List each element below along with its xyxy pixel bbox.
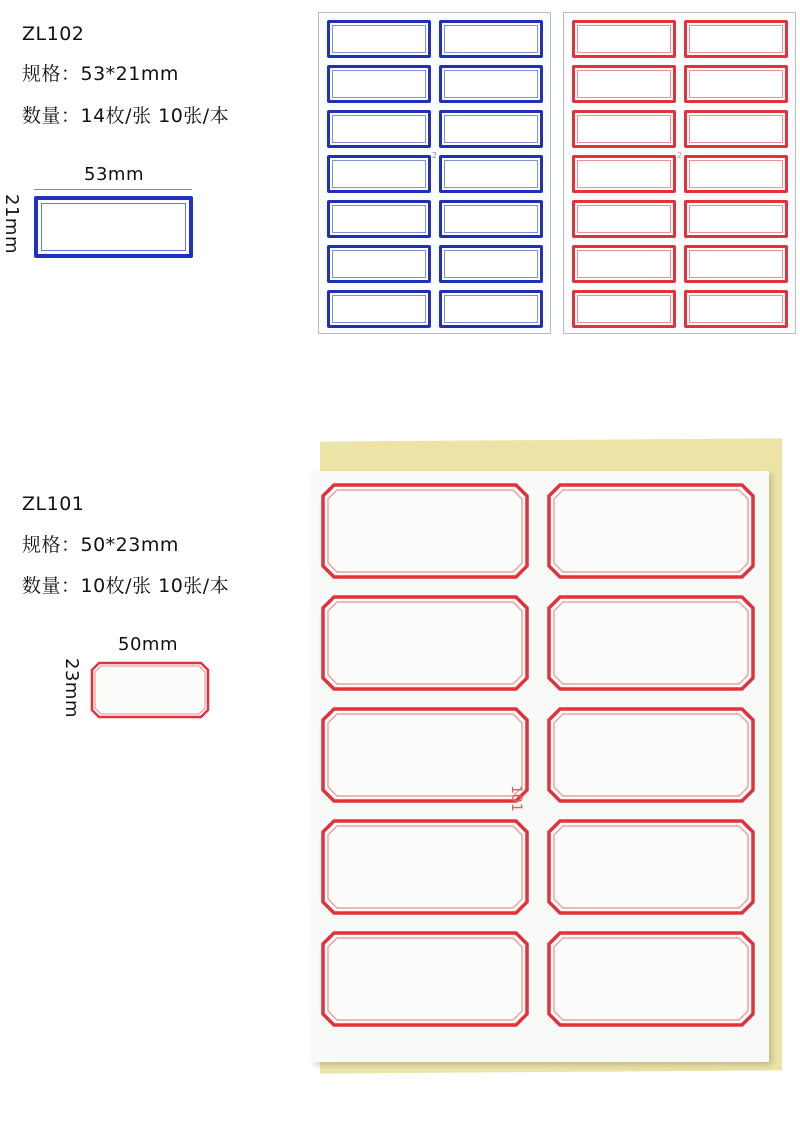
sheet-code: 101 [508, 785, 524, 812]
blank-label [684, 245, 788, 283]
blank-label [439, 290, 543, 328]
blank-label [327, 65, 431, 103]
blank-label [684, 110, 788, 148]
zl101-quantity: 数量：10枚/张 10张/本 [22, 575, 230, 597]
zl102-red-sheet [563, 12, 796, 334]
zl102-quantity: 数量：14枚/张 10张/本 [22, 105, 230, 127]
blank-label [320, 930, 530, 1028]
zl102-sample-label [34, 196, 193, 258]
blank-label [327, 110, 431, 148]
blank-label [327, 155, 431, 193]
blank-label [572, 65, 676, 103]
zl102-blue-sheet [318, 12, 551, 334]
zl101-sample-label [90, 661, 210, 719]
blank-label [546, 706, 756, 804]
sheet-mark: 2 [677, 151, 683, 160]
zl102-blue-label-grid [327, 20, 543, 328]
blank-label [572, 110, 676, 148]
zl102-height-label: 21mm [1, 194, 22, 254]
blank-label [546, 482, 756, 580]
blank-label [327, 290, 431, 328]
zl101-width-label: 50mm [118, 634, 178, 655]
zl102-model: ZL102 [22, 23, 85, 45]
blank-label [572, 200, 676, 238]
blank-label [439, 110, 543, 148]
blank-label [439, 65, 543, 103]
zl101-height-label: 23mm [61, 658, 82, 718]
blank-label [439, 20, 543, 58]
blank-label [439, 200, 543, 238]
blank-label [572, 245, 676, 283]
zl102-red-label-grid [572, 20, 788, 328]
blank-label [684, 290, 788, 328]
blank-label [572, 155, 676, 193]
zl102-width-label: 53mm [84, 164, 144, 185]
sheet-mark: 2 [432, 151, 438, 160]
blank-label [327, 20, 431, 58]
blank-label [684, 200, 788, 238]
blank-label [684, 20, 788, 58]
zl101-model: ZL101 [22, 493, 85, 515]
blank-label [546, 930, 756, 1028]
blank-label [320, 594, 530, 692]
blank-label [684, 155, 788, 193]
blank-label [320, 706, 530, 804]
blank-label [546, 594, 756, 692]
blank-label [684, 65, 788, 103]
blank-label [572, 20, 676, 58]
blank-label [439, 155, 543, 193]
blank-label [546, 818, 756, 916]
blank-label [572, 290, 676, 328]
blank-label [320, 482, 530, 580]
blank-label [439, 245, 543, 283]
zl101-spec: 规格：50*23mm [22, 534, 179, 556]
blank-label [327, 200, 431, 238]
zl102-spec: 规格：53*21mm [22, 63, 179, 85]
blank-label [320, 818, 530, 916]
blank-label [327, 245, 431, 283]
zl102-width-dimension-line [34, 189, 192, 190]
